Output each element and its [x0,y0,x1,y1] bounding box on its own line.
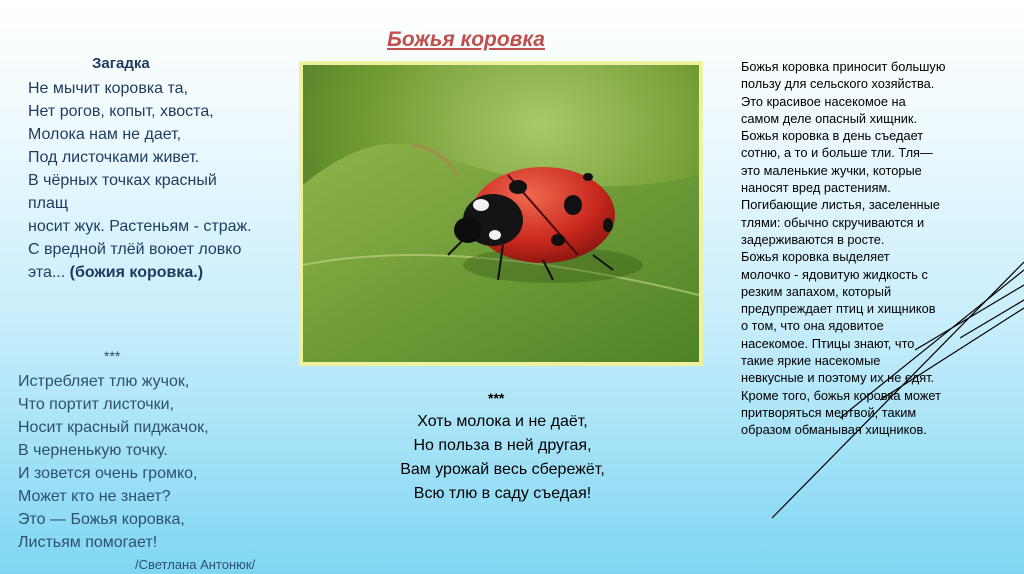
facts-line: Кроме того, божья коровка может [741,387,941,403]
facts-line: Божья коровка выделяет [741,249,890,265]
facts-line: задерживаются в росте. [741,231,885,247]
poem2-line: Но польза в ней другая, [413,437,592,454]
riddle-line: Не мычит коровка та, [28,80,189,97]
riddle-line: носит жук. Растеньям - страж. [28,218,252,235]
facts-line: о том, что она ядовитое [741,318,884,334]
poem1-line: Листьям помогает! [18,534,158,551]
facts-line: наносят вред растениям. [741,180,891,196]
facts-line: самом деле опасный хищник. [741,110,918,126]
poem2-line: Всю тлю в саду съедая! [413,485,592,502]
riddle-line: С вредной тлёй воюет ловко [28,241,242,258]
riddle-line-prefix: эта... [28,264,66,281]
riddle-line: плащ [28,195,69,212]
poem1-line: Это — Божья коровка, [18,511,185,528]
poem1-author: /Светлана Антонюк/ [135,557,256,572]
riddle-line: Нет рогов, копыт, хвоста, [28,103,214,120]
facts-line: резким запахом, который [741,283,892,299]
facts-line: невкусные и поэтому их не едят. [741,370,935,386]
facts-line: тлями: обычно скручиваются и [741,214,925,230]
facts-line: пользу для сельского хозяйства. [741,76,935,92]
riddle-line: В чёрных точках красный [28,172,217,189]
facts-line: образом обманывая хищников. [741,422,927,438]
facts-line: молочко - ядовитую жидкость с [741,266,928,282]
ladybug-illustration [303,65,699,362]
poem2-line: Вам урожай весь сбережёт, [400,461,605,478]
facts-line: Божья коровка в день съедает [741,128,924,144]
facts-line: предупреждает птиц и хищников [741,301,936,317]
poem1-line: И зовется очень громко, [18,465,198,482]
riddle-answer: (божия коровка.) [69,264,204,281]
poem1-text [18,370,209,554]
facts-line: Божья коровка приносит большую [741,59,946,74]
poem1-line: Может кто не знает? [18,488,171,505]
facts-line: Погибающие листья, заселенные [741,197,940,213]
riddle-text [28,77,308,284]
riddle-heading: Загадка [92,55,150,72]
facts-line: насекомое. Птицы знают, что [741,335,915,351]
facts-line: притворяться мертвой, таким [741,404,917,420]
facts-line: такие яркие насекомые [741,353,881,369]
poem1-line: Истребляет тлю жучок, [18,373,190,390]
facts-line: это маленькие жучки, которые [741,162,922,178]
page-title: Божья коровка [387,28,545,51]
ladybug-photo [299,61,703,366]
riddle-line: Молока нам не дает, [28,126,182,143]
poem1-line: В черненькую точку. [18,442,168,459]
facts-text [741,58,991,439]
facts-line: сотню, а то и больше тли. Тля— [741,145,933,161]
riddle-line: Под листочками живет. [28,149,200,166]
poem1-line: Что портит листочки, [18,396,174,413]
poem2-text [360,410,645,506]
facts-line: Это красивое насекомое на [741,93,906,109]
riddle-last-line [28,261,308,284]
poem1-line: Носит красный пиджачок, [18,419,209,436]
poem2-separator: *** [488,390,505,406]
poem2-line: Хоть молока и не даёт, [417,413,588,430]
poem1-separator: *** [104,348,121,364]
